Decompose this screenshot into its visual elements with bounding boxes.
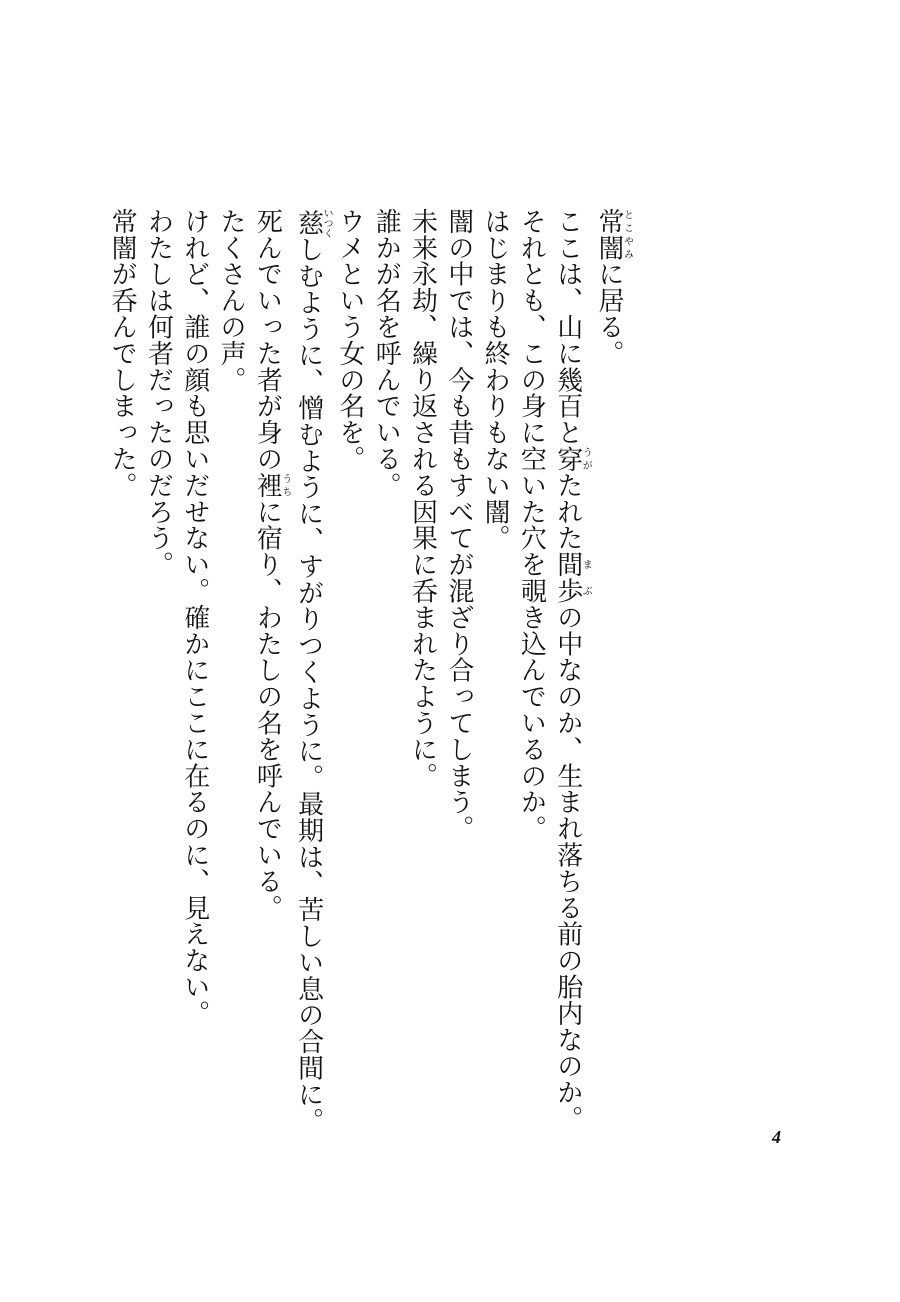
text-line <box>441 208 477 988</box>
text-segment: はじまりも終わりもない闇。 <box>480 208 511 552</box>
vertical-text-body <box>104 208 633 1134</box>
ruby-word <box>552 551 592 605</box>
text-segment: 未来永劫、繰り返される因果に呑まれたように。 <box>407 208 438 789</box>
text-segment: ウメという女の名を。 <box>334 208 365 472</box>
text-line <box>332 208 368 988</box>
text-line <box>249 208 290 988</box>
text-line <box>176 208 212 1027</box>
ruby-word <box>252 472 291 499</box>
text-segment: それとも、この身に空いた穴を覗き込んでいるのか。 <box>516 208 547 842</box>
ruby-base: 間歩 <box>552 551 583 605</box>
text-segment: 死んでいった者が身の <box>252 208 283 472</box>
ruby-base: 常闇 <box>594 208 624 261</box>
text-line <box>549 208 592 1133</box>
ruby-word <box>293 208 333 238</box>
text-segment: 誰かが名を呼んでいる。 <box>371 208 402 499</box>
ruby-base: 穿 <box>552 445 583 473</box>
text-segment: たくさんの声。 <box>216 208 247 393</box>
text-segment: 常闇が呑んでしまった。 <box>107 208 138 499</box>
ruby-word <box>552 445 592 473</box>
text-line <box>404 208 440 988</box>
ruby-base: 慈 <box>293 208 324 238</box>
text-segment: 闇の中では、今も昔もすべてが混ざり合ってしまう。 <box>443 208 474 842</box>
text-segment: たれた <box>552 472 583 552</box>
text-line <box>140 208 176 988</box>
text-line <box>591 208 632 988</box>
text-line <box>477 208 513 988</box>
ruby-reading: うが <box>580 445 592 472</box>
text-segment: ここは、山に幾百と <box>552 208 583 446</box>
text-line <box>104 208 140 988</box>
text-line <box>213 208 249 988</box>
text-segment: けれど、誰の顔も思いだせない。確かにここに在るのに、見えない。 <box>179 208 210 1027</box>
page-number: 4 <box>772 1127 781 1147</box>
ruby-reading: とこやみ <box>621 208 633 261</box>
text-segment: に居る。 <box>594 260 624 367</box>
text-line <box>368 208 404 988</box>
ruby-base: 裡 <box>252 472 283 499</box>
text-segment: しむように、憎むように、すがりつくように。最期は、苦しい息の合間に。 <box>293 236 324 1134</box>
text-segment: の中なのか、生まれ落ちる前の胎内なのか。 <box>552 604 583 1133</box>
ruby-reading: いつく <box>321 208 333 238</box>
text-segment: わたしは何者だったのだろう。 <box>143 208 174 578</box>
text-line <box>290 208 333 1134</box>
ruby-reading: まぶ <box>580 551 592 605</box>
ruby-word <box>594 208 633 261</box>
text-line <box>513 208 549 988</box>
ruby-reading: うち <box>279 472 291 499</box>
text-segment: に宿り、わたしの名を呼んでいる。 <box>252 498 283 921</box>
